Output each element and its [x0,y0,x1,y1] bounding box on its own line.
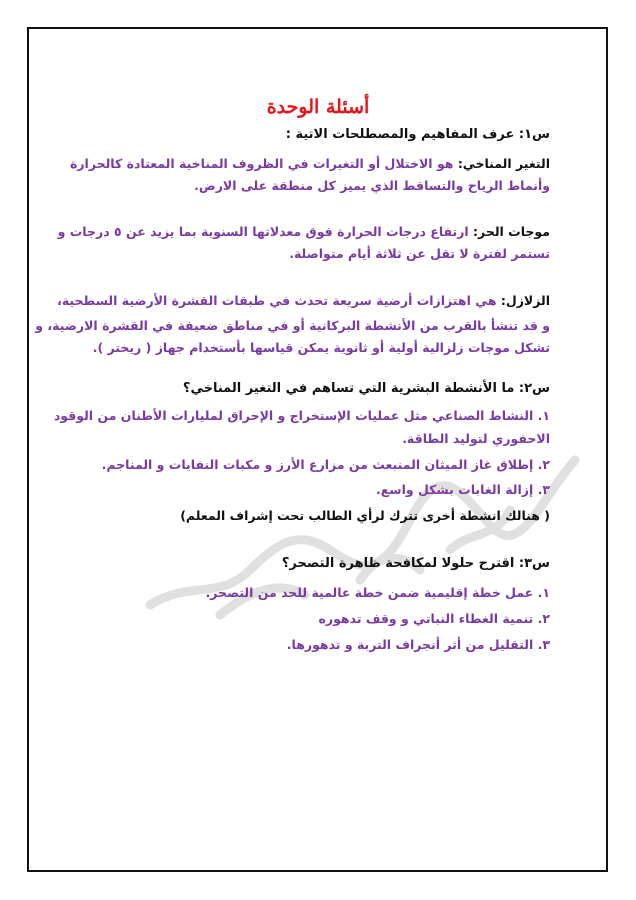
climate-change-def-1: هو الاختلال أو التغيرات في الظروف المناخية المعتادة كالحرارة [69,156,454,171]
heat-waves-line-1 [58,224,550,240]
earthquakes-term: الزلازل: [500,293,550,308]
q3-answer-3: ٣. التقليل من أثر أنجراف التربة و تدهورها. [286,637,550,652]
climate-change-line-1 [70,156,550,172]
heat-waves-def-2: تستمر لفترة لا تقل عن ثلاثة أيام متواصلة. [289,246,550,261]
earthquakes-def-2: و قد تنشأ بالقرب من الأنشطة البركانية أو في مناطق ضعيفة في القشرة الارضية، و [35,318,550,333]
q2-answer-2: ٢. إطلاق غاز الميثان المنبعث من مزارع الأرز و مكبات النفايات و المناجم. [101,457,550,472]
heat-waves-term: موجات الحر: [473,224,550,239]
question-3-heading: س٣: اقترح حلولا لمكافحة ظاهرة التصحر؟ [281,556,550,571]
question-2-heading: س٢: ما الأنشطة البشرية التي تساهم في التغير المناخي؟ [182,381,550,396]
q2-answer-1-cont: الاحفوري لتوليد الطاقة. [402,431,550,446]
climate-change-def-2: وأنماط الرياح والتساقط الذي يميز كل منطقة على الارض. [194,178,550,193]
q2-note: ( هنالك انشطة أخرى تترك لرأي الطالب تحت إشراف المعلم) [180,508,550,523]
earthquakes-def-1: هي اهتزازات أرضية سريعة تحدث في طبقات القشرة الأرضية السطحية، [57,293,497,308]
q3-answer-1: ١. عمل خطة إقليمية ضمن خطة عالمية للحد من التصحر. [205,585,550,600]
earthquakes-def-3: تشكل موجات زلزالية أولية أو ثانوية يمكن قياسها بأستخدام جهاز ( ريختر ). [92,340,550,355]
q3-answer-2: ٢. تنمية الغطاء النباتي و وقف تدهوره [318,611,550,626]
question-1-heading: س١: عرف المفاهيم والمصطلحات الاتية : [285,127,550,142]
page-title: أسئلة الوحدة [266,96,370,118]
earthquakes-line-1 [57,293,550,309]
q2-answer-3: ٣. إزالة الغابات بشكل واسع. [376,482,550,497]
q2-answer-1: ١. النشاط الصناعي مثل عمليات الإستخراج و الإحراق لمليارات الأطنان من الوقود [53,408,550,423]
heat-waves-def-1: ارتفاع درجات الحرارة فوق معدلاتها السنوية بما يزيد عن ٥ درجات و [57,224,469,239]
page-border [27,27,608,872]
climate-change-term: التغير المناخي: [457,156,550,171]
